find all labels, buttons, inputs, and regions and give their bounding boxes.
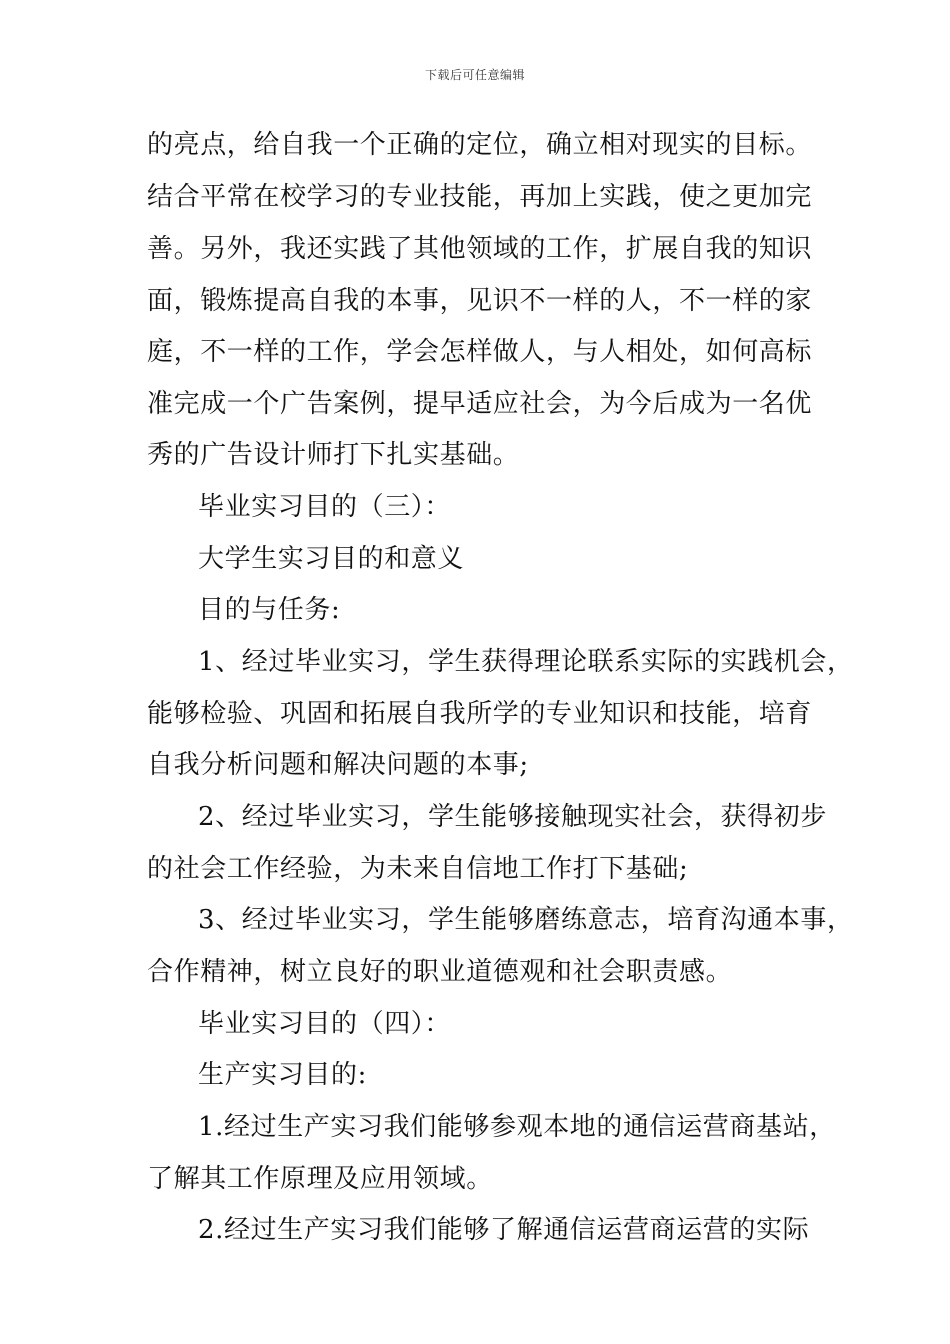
paragraph-line: 的社会工作经验，为未来自信地工作打下基础;: [147, 854, 689, 884]
section-heading: 毕业实习目的（三）：: [198, 492, 452, 522]
paragraph-line: 善。另外，我还实践了其他领域的工作，扩展自我的知识: [147, 234, 813, 264]
paragraph-line: 的亮点，给自我一个正确的定位，确立相对现实的目标。: [147, 130, 813, 160]
list-item: 1、经过毕业实习，学生获得理论联系实际的实践机会，: [198, 647, 854, 677]
page-header: 下载后可任意编辑: [424, 68, 525, 82]
paragraph-line: 面，锻炼提高自我的本事，见识不一样的人，不一样的家: [147, 286, 813, 316]
list-item: 2、经过毕业实习，学生能够接触现实社会，获得初步: [198, 802, 827, 832]
section-heading: 毕业实习目的（四）：: [198, 1009, 452, 1039]
paragraph-line: 大学生实习目的和意义: [198, 544, 465, 574]
paragraph-line: 了解其工作原理及应用领域。: [147, 1164, 493, 1194]
list-item: 3、经过毕业实习，学生能够磨练意志，培育沟通本事，: [198, 905, 854, 935]
paragraph-line: 自我分析问题和解决问题的本事;: [147, 750, 529, 780]
paragraph-line: 准完成一个广告案例，提早适应社会，为今后成为一名优: [147, 389, 813, 419]
paragraph-line: 合作精神，树立良好的职业道德观和社会职责感。: [147, 957, 733, 987]
paragraph-line: 秀的广告设计师打下扎实基础。: [147, 440, 520, 470]
paragraph-line: 目的与任务:: [198, 595, 341, 625]
list-item: 2.经过生产实习我们能够了解通信运营商运营的实际: [198, 1215, 810, 1245]
paragraph-line: 能够检验、巩固和拓展自我所学的专业知识和技能，培育: [147, 699, 813, 729]
paragraph-line: 生产实习目的:: [198, 1060, 367, 1090]
paragraph-line: 庭，不一样的工作，学会怎样做人，与人相处，如何高标: [147, 337, 813, 367]
paragraph-line: 结合平常在校学习的专业技能，再加上实践，使之更加完: [147, 182, 813, 212]
list-item: 1.经过生产实习我们能够参观本地的通信运营商基站，: [198, 1112, 836, 1142]
